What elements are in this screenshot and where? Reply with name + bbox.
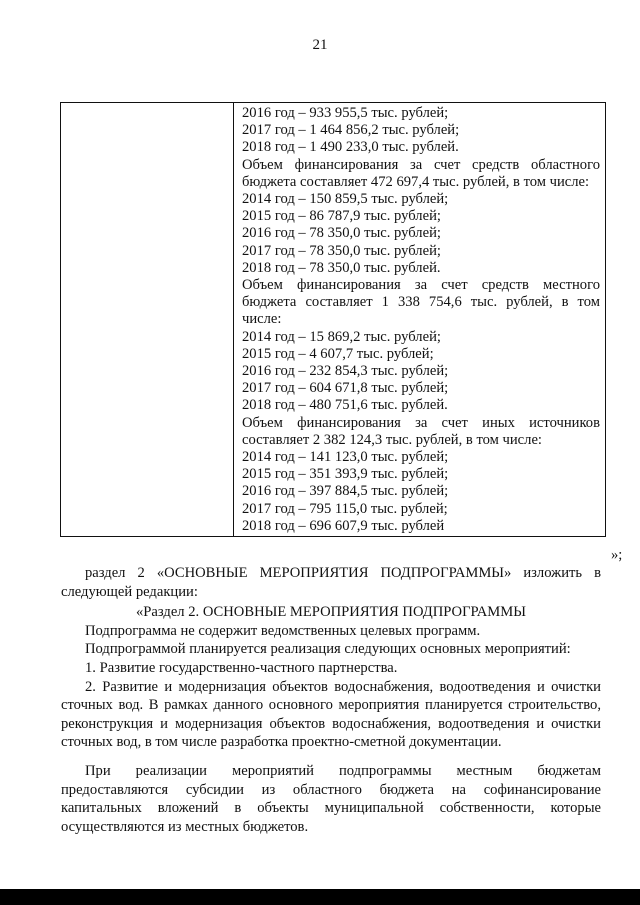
financing-line: 2017 год – 78 350,0 тыс. рублей; (242, 242, 441, 259)
financing-summary: Объем финансирования за счет средств местного бюджета составляет 1 338 754,6 тыс. рублей, в том числе: (242, 277, 600, 328)
financing-line: 2016 год – 397 884,5 тыс. рублей; (242, 483, 449, 500)
financing-line: 2016 год – 933 955,5 тыс. рублей; (242, 105, 449, 121)
financing-line: 2018 год – 696 607,9 тыс. рублей (242, 517, 445, 534)
financing-line: 2014 год – 150 859,5 тыс. рублей; (242, 191, 449, 208)
financing-summary: Объем финансирования за счет средств областного бюджета составляет 472 697,4 тыс. рублей, в том числе: (242, 156, 600, 190)
paragraph: При реализации мероприятий подпрограммы местным бюджетам предоставляются субсидии из областного бюджета на софинансирование капитальных вложений в объекты муниципальной собственности, которые осуществляются из местных бюджетов. (61, 762, 601, 835)
financing-line: 2017 год – 604 671,8 тыс. рублей; (242, 380, 449, 397)
financing-line: 2017 год – 1 464 856,2 тыс. рублей; (242, 122, 460, 139)
financing-line: 2015 год – 86 787,9 тыс. рублей; (242, 208, 441, 225)
financing-line: 2015 год – 4 607,7 тыс. рублей; (242, 345, 434, 362)
paragraph: Подпрограмма не содержит ведомственных целевых программ. (85, 622, 481, 639)
financing-line: 2016 год – 232 854,3 тыс. рублей; (242, 363, 449, 380)
financing-line: 2018 год – 78 350,0 тыс. рублей. (242, 259, 441, 276)
section-heading: «Раздел 2. ОСНОВНЫЕ МЕРОПРИЯТИЯ ПОДПРОГРАММЫ (136, 604, 526, 621)
financing-summary: Объем финансирования за счет иных источников составляет 2 382 124,3 тыс. рублей, в том числе: (242, 414, 600, 448)
financing-line: 2017 год – 795 115,0 тыс. рублей; (242, 500, 448, 517)
document-body (61, 564, 601, 836)
financing-line: 2016 год – 78 350,0 тыс. рублей; (242, 225, 441, 242)
intro-paragraph: раздел 2 «ОСНОВНЫЕ МЕРОПРИЯТИЯ ПОДПРОГРАММЫ» изложить в следующей редакции: (61, 565, 601, 600)
table-label-cell (61, 103, 234, 537)
paragraph: 2. Развитие и модернизация объектов водоснабжения, водоотведения и очистки сточных вод. В рамках данного основного мероприятия планируется строительство, реконструкция и модернизация объектов водоснабжения, водоотведения и очистки сточных вод, в том числе разработка проектно-сметной документации. (61, 678, 601, 751)
financing-line: 2014 год – 141 123,0 тыс. рублей; (242, 449, 449, 466)
table-row (61, 103, 606, 537)
table-value-cell (234, 103, 606, 537)
paragraph: 1. Развитие государственно-частного партнерства. (85, 659, 398, 676)
paragraph: Подпрограммой планируется реализация следующих основных мероприятий: (85, 641, 571, 658)
financing-line: 2014 год – 15 869,2 тыс. рублей; (242, 328, 441, 345)
page-number: 21 (312, 37, 328, 53)
financing-line: 2015 год – 351 393,9 тыс. рублей; (242, 466, 449, 483)
financing-line: 2018 год – 480 751,6 тыс. рублей. (242, 397, 448, 414)
scan-bottom-edge (0, 889, 640, 905)
financing-line: 2018 год – 1 490 233,0 тыс. рублей. (242, 139, 459, 156)
closing-quote-mark: »; (611, 547, 623, 563)
financing-table (60, 102, 606, 537)
